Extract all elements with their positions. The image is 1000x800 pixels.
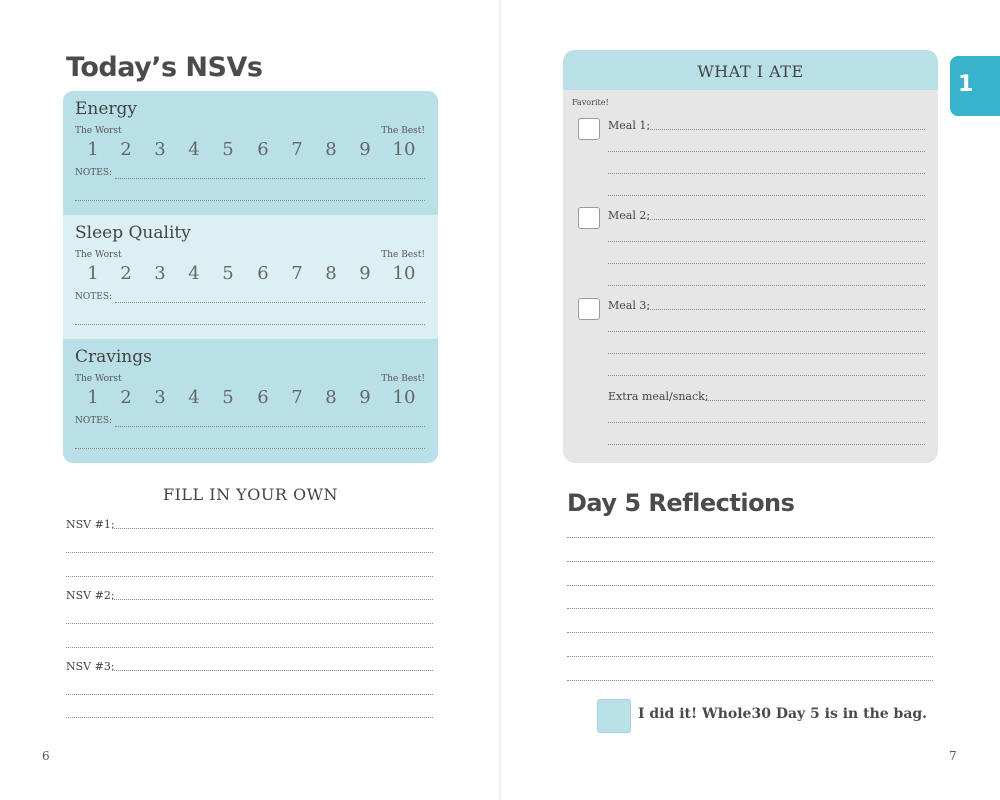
rating-9[interactable]: 9	[359, 387, 371, 408]
notes-line[interactable]	[75, 200, 425, 201]
meal-line[interactable]	[647, 129, 925, 130]
notes-line[interactable]	[115, 426, 425, 427]
nsv-3-label: NSV #3:	[66, 660, 115, 673]
rating-4[interactable]: 4	[188, 139, 200, 160]
reflection-line[interactable]	[567, 656, 933, 657]
nsv-line[interactable]	[112, 599, 433, 600]
reflection-line[interactable]	[567, 585, 933, 586]
rating-7[interactable]: 7	[291, 387, 303, 408]
meal-3-favorite-checkbox[interactable]	[578, 298, 600, 320]
section-title: Cravings	[75, 347, 152, 367]
page-number-right: 7	[949, 749, 957, 763]
nsv-rating-card	[63, 91, 438, 463]
section-title: Sleep Quality	[75, 223, 191, 243]
rating-scale[interactable]	[79, 387, 419, 409]
best-label: The Best!	[381, 250, 425, 260]
rating-10[interactable]: 10	[392, 387, 416, 408]
notes-line[interactable]	[75, 448, 425, 449]
rating-scale[interactable]	[79, 139, 419, 161]
meal-line[interactable]	[608, 241, 925, 242]
notes-line[interactable]	[75, 324, 425, 325]
favorite-label: Favorite!	[572, 98, 609, 107]
worst-label: The Worst	[75, 250, 122, 260]
nsv-line[interactable]	[112, 528, 433, 529]
rating-9[interactable]: 9	[359, 139, 371, 160]
reflection-line[interactable]	[567, 680, 933, 681]
rating-2[interactable]: 2	[120, 263, 132, 284]
section-title: Energy	[75, 99, 138, 119]
rating-4[interactable]: 4	[188, 387, 200, 408]
rating-4[interactable]: 4	[188, 263, 200, 284]
rating-1[interactable]: 1	[87, 387, 99, 408]
meal-line[interactable]	[608, 444, 925, 445]
nsv-line[interactable]	[66, 576, 433, 577]
rating-10[interactable]: 10	[392, 139, 416, 160]
rating-8[interactable]: 8	[325, 387, 337, 408]
meal-line[interactable]	[608, 375, 925, 376]
meal-1-label: Meal 1:	[608, 119, 651, 132]
sleep-quality-section	[63, 215, 438, 339]
rating-6[interactable]: 6	[257, 139, 269, 160]
rating-8[interactable]: 8	[325, 263, 337, 284]
page-spine	[499, 0, 501, 800]
rating-5[interactable]: 5	[222, 139, 234, 160]
what-i-ate-card	[563, 50, 938, 463]
rating-3[interactable]: 3	[154, 263, 166, 284]
meal-line[interactable]	[608, 173, 925, 174]
worst-label: The Worst	[75, 126, 122, 136]
day-complete-checkbox[interactable]	[597, 699, 631, 733]
day-complete-text: I did it! Whole30 Day 5 is in the bag.	[638, 706, 928, 722]
rating-5[interactable]: 5	[222, 263, 234, 284]
nsv-line[interactable]	[66, 623, 433, 624]
rating-2[interactable]: 2	[120, 387, 132, 408]
meal-line[interactable]	[608, 151, 925, 152]
chapter-tab-number: 1	[958, 72, 974, 97]
rating-7[interactable]: 7	[291, 263, 303, 284]
best-label: The Best!	[381, 374, 425, 384]
nsv-line[interactable]	[66, 647, 433, 648]
nsv-1-label: NSV #1:	[66, 518, 115, 531]
meal-line[interactable]	[647, 219, 925, 220]
rating-5[interactable]: 5	[222, 387, 234, 408]
nsv-line[interactable]	[66, 552, 433, 553]
meal-2-favorite-checkbox[interactable]	[578, 207, 600, 229]
reflections-title: Day 5 Reflections	[567, 489, 795, 517]
what-i-ate-heading: WHAT I ATE	[697, 62, 804, 81]
worst-label: The Worst	[75, 374, 122, 384]
rating-6[interactable]: 6	[257, 263, 269, 284]
page-title: Today’s NSVs	[66, 52, 263, 83]
meal-line[interactable]	[705, 400, 925, 401]
meal-line[interactable]	[608, 331, 925, 332]
rating-1[interactable]: 1	[87, 139, 99, 160]
page-number-left: 6	[42, 749, 50, 763]
rating-7[interactable]: 7	[291, 139, 303, 160]
notes-label: NOTES:	[75, 168, 113, 178]
notes-label: NOTES:	[75, 416, 113, 426]
cravings-section	[63, 339, 438, 463]
meal-line[interactable]	[647, 309, 925, 310]
notes-line[interactable]	[115, 178, 425, 179]
meal-1-favorite-checkbox[interactable]	[578, 118, 600, 140]
fill-in-heading: FILL IN YOUR OWN	[162, 485, 339, 504]
rating-2[interactable]: 2	[120, 139, 132, 160]
meal-line[interactable]	[608, 195, 925, 196]
meal-3-label: Meal 3:	[608, 299, 651, 312]
rating-8[interactable]: 8	[325, 139, 337, 160]
rating-6[interactable]: 6	[257, 387, 269, 408]
reflection-line[interactable]	[567, 608, 933, 609]
notes-label: NOTES:	[75, 292, 113, 302]
meal-line[interactable]	[608, 263, 925, 264]
rating-10[interactable]: 10	[392, 263, 416, 284]
rating-3[interactable]: 3	[154, 139, 166, 160]
reflection-line[interactable]	[567, 537, 933, 538]
nsv-line[interactable]	[66, 717, 433, 718]
nsv-line[interactable]	[112, 670, 433, 671]
rating-3[interactable]: 3	[154, 387, 166, 408]
meal-line[interactable]	[608, 285, 925, 286]
nsv-line[interactable]	[66, 694, 433, 695]
meal-2-label: Meal 2:	[608, 209, 651, 222]
best-label: The Best!	[381, 126, 425, 136]
extra-meal-label: Extra meal/snack:	[608, 390, 709, 403]
reflection-line[interactable]	[567, 561, 933, 562]
rating-scale[interactable]	[79, 263, 419, 285]
meal-line[interactable]	[608, 353, 925, 354]
energy-section	[63, 91, 438, 215]
rating-1[interactable]: 1	[87, 263, 99, 284]
reflection-line[interactable]	[567, 632, 933, 633]
nsv-2-label: NSV #2:	[66, 589, 115, 602]
rating-9[interactable]: 9	[359, 263, 371, 284]
meal-line[interactable]	[608, 422, 925, 423]
notes-line[interactable]	[115, 302, 425, 303]
what-i-ate-header	[563, 50, 938, 90]
